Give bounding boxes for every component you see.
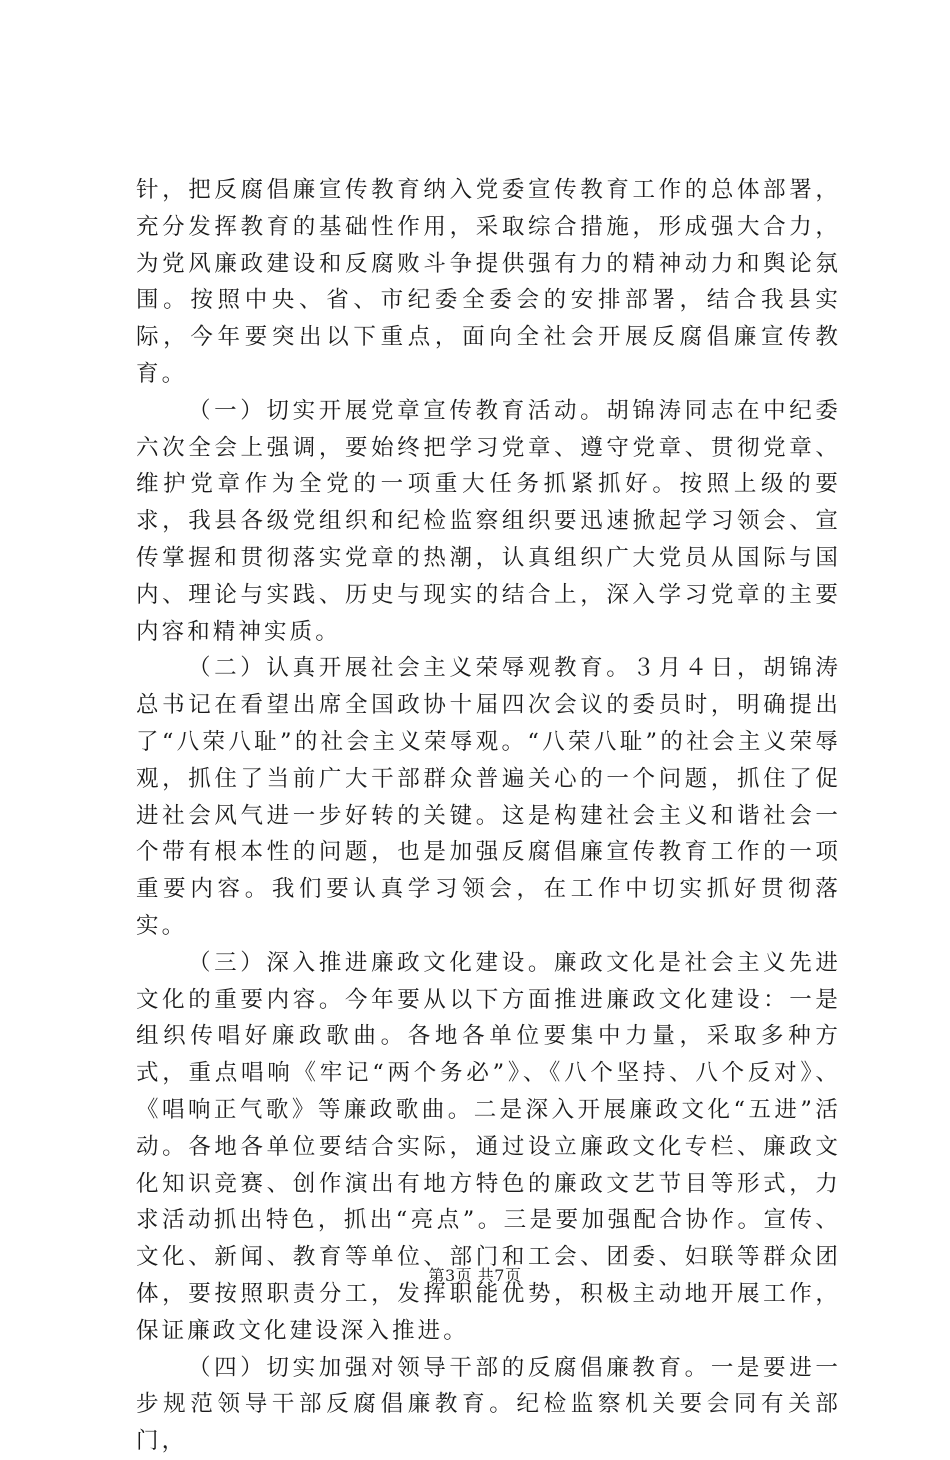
paragraph-section-2: （二）认真开展社会主义荣辱观教育。３月４日，胡锦涛总书记在看望出席全国政协十届四次会议的委员时，明确提出了“八荣八耻”的社会主义荣辱观。“八荣八耻”的社会主义荣辱观，抓住了当前广大干部群众普遍关心的一个问题，抓住了促进社会风气进一步好转的关键。这是构建社会主义和谐社会一个带有根本性的问题，也是加强反腐倡廉宣传教育工作的一项重要内容。我们要认真学习领会，在工作中切实抓好贯彻落实。: [136, 655, 841, 939]
paragraph-section-4: （四）切实加强对领导干部的反腐倡廉教育。一是要进一步规范领导干部反腐倡廉教育。纪检监察机关要会同有关部门，: [136, 1354, 841, 1455]
page-number-footer: 第3页 共7页: [428, 1266, 522, 1285]
paragraph-continuation: 针，把反腐倡廉宣传教育纳入党委宣传教育工作的总体部署，充分发挥教育的基础性作用，采取综合措施，形成强大合力，为党风廉政建设和反腐败斗争提供强有力的精神动力和舆论氛围。按照中央、省、市纪委全委会的安排部署，结合我县实际，今年要突出以下重点，面向全社会开展反腐倡廉宣传教育。: [136, 177, 841, 387]
paragraph-section-3: （三）深入推进廉政文化建设。廉政文化是社会主义先进文化的重要内容。今年要从以下方面推进廉政文化建设：一是组织传唱好廉政歌曲。各地各单位要集中力量，采取多种方式，重点唱响《牢记“两个务必”》、《八个坚持、八个反对》、《唱响正气歌》等廉政歌曲。二是深入开展廉政文化“五进”活动。各地各单位要结合实际，通过设立廉政文化专栏、廉政文化知识竞赛、创作演出有地方特色的廉政文艺节目等形式，力求活动抓出特色，抓出“亮点”。三是要加强配合协作。宣传、文化、新闻、教育等单位、部门和工会、团委、妇联等群众团体，要按照职责分工，发挥职能优势，积极主动地开展工作，保证廉政文化建设深入推进。: [136, 949, 841, 1344]
paragraph-section-1: （一）切实开展党章宣传教育活动。胡锦涛同志在中纪委六次全会上强调，要始终把学习党章、遵守党章、贯彻党章、维护党章作为全党的一项重大任务抓紧抓好。按照上级的要求，我县各级党组织和纪检监察组织要迅速掀起学习领会、宣传掌握和贯彻落实党章的热潮，认真组织广大党员从国际与国内、理论与实践、历史与现实的结合上，深入学习党章的主要内容和精神实质。: [136, 397, 841, 645]
